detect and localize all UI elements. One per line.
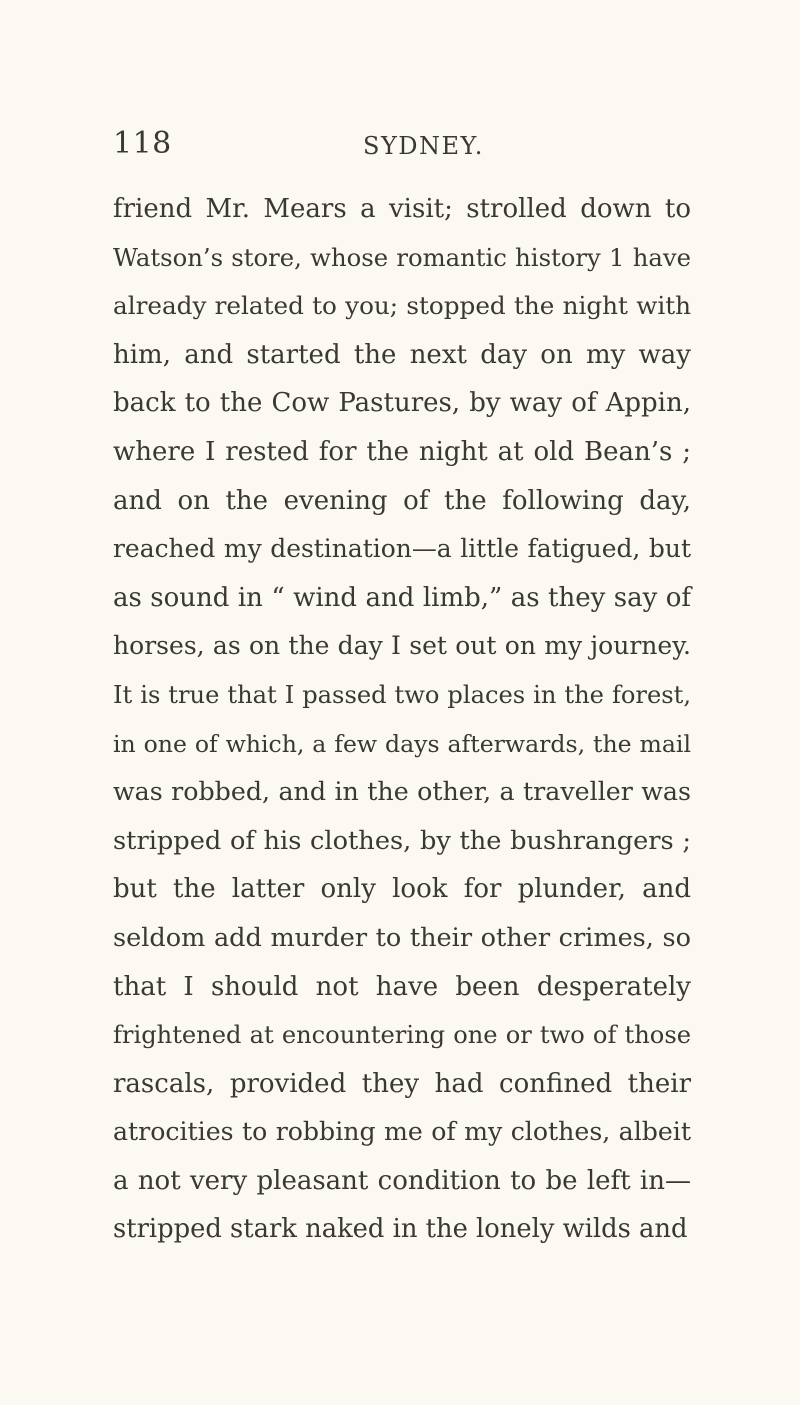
text-line: in one of which, a few days afterwards, the mail — [113, 729, 691, 758]
text-line: atrocities to robbing me of my clothes, albeit — [113, 1117, 691, 1147]
text-line: seldom add murder to their other crimes, so — [113, 922, 691, 953]
text-line: him, and started the next day on my way — [113, 339, 691, 370]
text-line: that I should not have been desperately — [113, 971, 691, 1002]
text-line: as sound in “ wind and limb,” as they say of — [113, 582, 691, 613]
text-line: rascals, provided they had confined their — [113, 1068, 691, 1099]
text-line: reached my destination—a little fatigued, but — [113, 534, 691, 564]
text-line: back to the Cow Pastures, by way of Appin, — [113, 388, 691, 419]
text-line: Watson’s store, whose romantic history 1 have — [113, 242, 691, 272]
text-line: where I rested for the night at old Bean’s ; — [113, 436, 691, 467]
text-line: a not very pleasant condition to be left in— — [113, 1165, 691, 1196]
text-line: but the latter only look for plunder, and — [113, 874, 691, 905]
text-line: stripped of his clothes, by the bushrangers ; — [113, 825, 691, 856]
text-line: already related to you; stopped the night with — [113, 291, 691, 321]
page-number: 118 — [113, 126, 172, 161]
page-header — [113, 124, 691, 164]
text-line: It is true that I passed two places in the forest, — [113, 680, 691, 709]
text-line: was robbed, and in the other, a traveller was — [113, 777, 691, 807]
running-head: SYDNEY. — [363, 132, 484, 160]
text-line: and on the evening of the following day, — [113, 485, 691, 516]
text-line: horses, as on the day I set out on my journey. — [113, 631, 691, 661]
body-text — [113, 185, 691, 1254]
text-line: friend Mr. Mears a visit; strolled down to — [113, 194, 691, 224]
text-line: frightened at encountering one or two of those — [113, 1021, 691, 1050]
text-line: stripped stark naked in the lonely wilds and — [113, 1214, 688, 1245]
